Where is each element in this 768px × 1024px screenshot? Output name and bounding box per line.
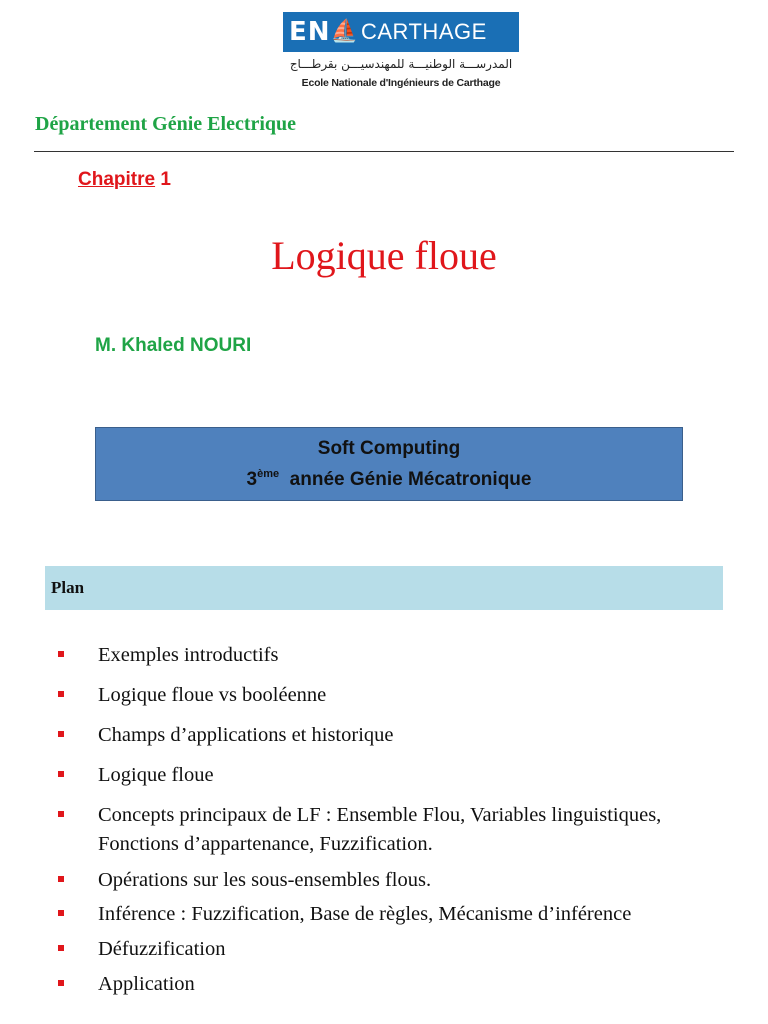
course-info-box	[95, 427, 683, 501]
logo-arabic-name: المدرســـة الوطنيـــة للمهندسيـــن بقرطـــاج	[289, 57, 513, 71]
list-item-text: Champs d’applications et historique	[98, 724, 394, 746]
chapter-number: 1	[160, 169, 171, 190]
bullet-icon	[58, 910, 64, 916]
logo-banner	[283, 12, 519, 52]
list-item-text: Défuzzification	[98, 938, 226, 960]
course-level	[96, 468, 682, 491]
bullet-icon	[58, 980, 64, 986]
list-item-text: Concepts principaux de LF : Ensemble Flou, Variables linguistiques, Fonctions d’appartenance, Fuzzification.	[98, 804, 662, 855]
bullet-icon	[58, 771, 64, 777]
bullet-icon	[58, 945, 64, 951]
list-item-text: Opérations sur les sous-ensembles flous.	[98, 869, 432, 891]
bullet-icon	[58, 876, 64, 882]
author-name: M. Khaled NOURI	[95, 335, 252, 356]
course-year-suffix: ème	[257, 468, 280, 480]
course-year: 3	[246, 469, 258, 490]
bullet-icon	[58, 731, 64, 737]
list-item-text: Exemples introductifs	[98, 644, 279, 666]
logo-latin-name: Ecole Nationale d'Ingénieurs de Carthage	[301, 77, 501, 89]
school-logo	[283, 12, 519, 94]
logo-mark: EN	[289, 17, 331, 47]
bullet-icon	[58, 691, 64, 697]
logo-ship-icon: ⛵	[330, 19, 359, 44]
document-title: Logique floue	[271, 233, 497, 278]
list-item-text: Application	[98, 973, 195, 995]
header-divider	[34, 151, 734, 152]
plan-label: Plan	[51, 578, 85, 597]
chapter-label	[78, 169, 171, 191]
course-name: Soft Computing	[317, 438, 461, 459]
bullet-icon	[58, 651, 64, 657]
department-heading: Département Génie Electrique	[35, 113, 297, 135]
chapter-word: Chapitre	[78, 169, 156, 190]
list-item-text: Inférence : Fuzzification, Base de règles, Mécanisme d’inférence	[98, 903, 632, 925]
bullet-icon	[58, 811, 64, 817]
list-item-text: Logique floue	[98, 764, 214, 786]
course-program: année Génie Mécatronique	[279, 469, 532, 490]
plan-header-bar	[45, 566, 723, 610]
list-item-text: Logique floue vs booléenne	[98, 684, 327, 706]
logo-name: CARTHAGE	[360, 19, 487, 44]
